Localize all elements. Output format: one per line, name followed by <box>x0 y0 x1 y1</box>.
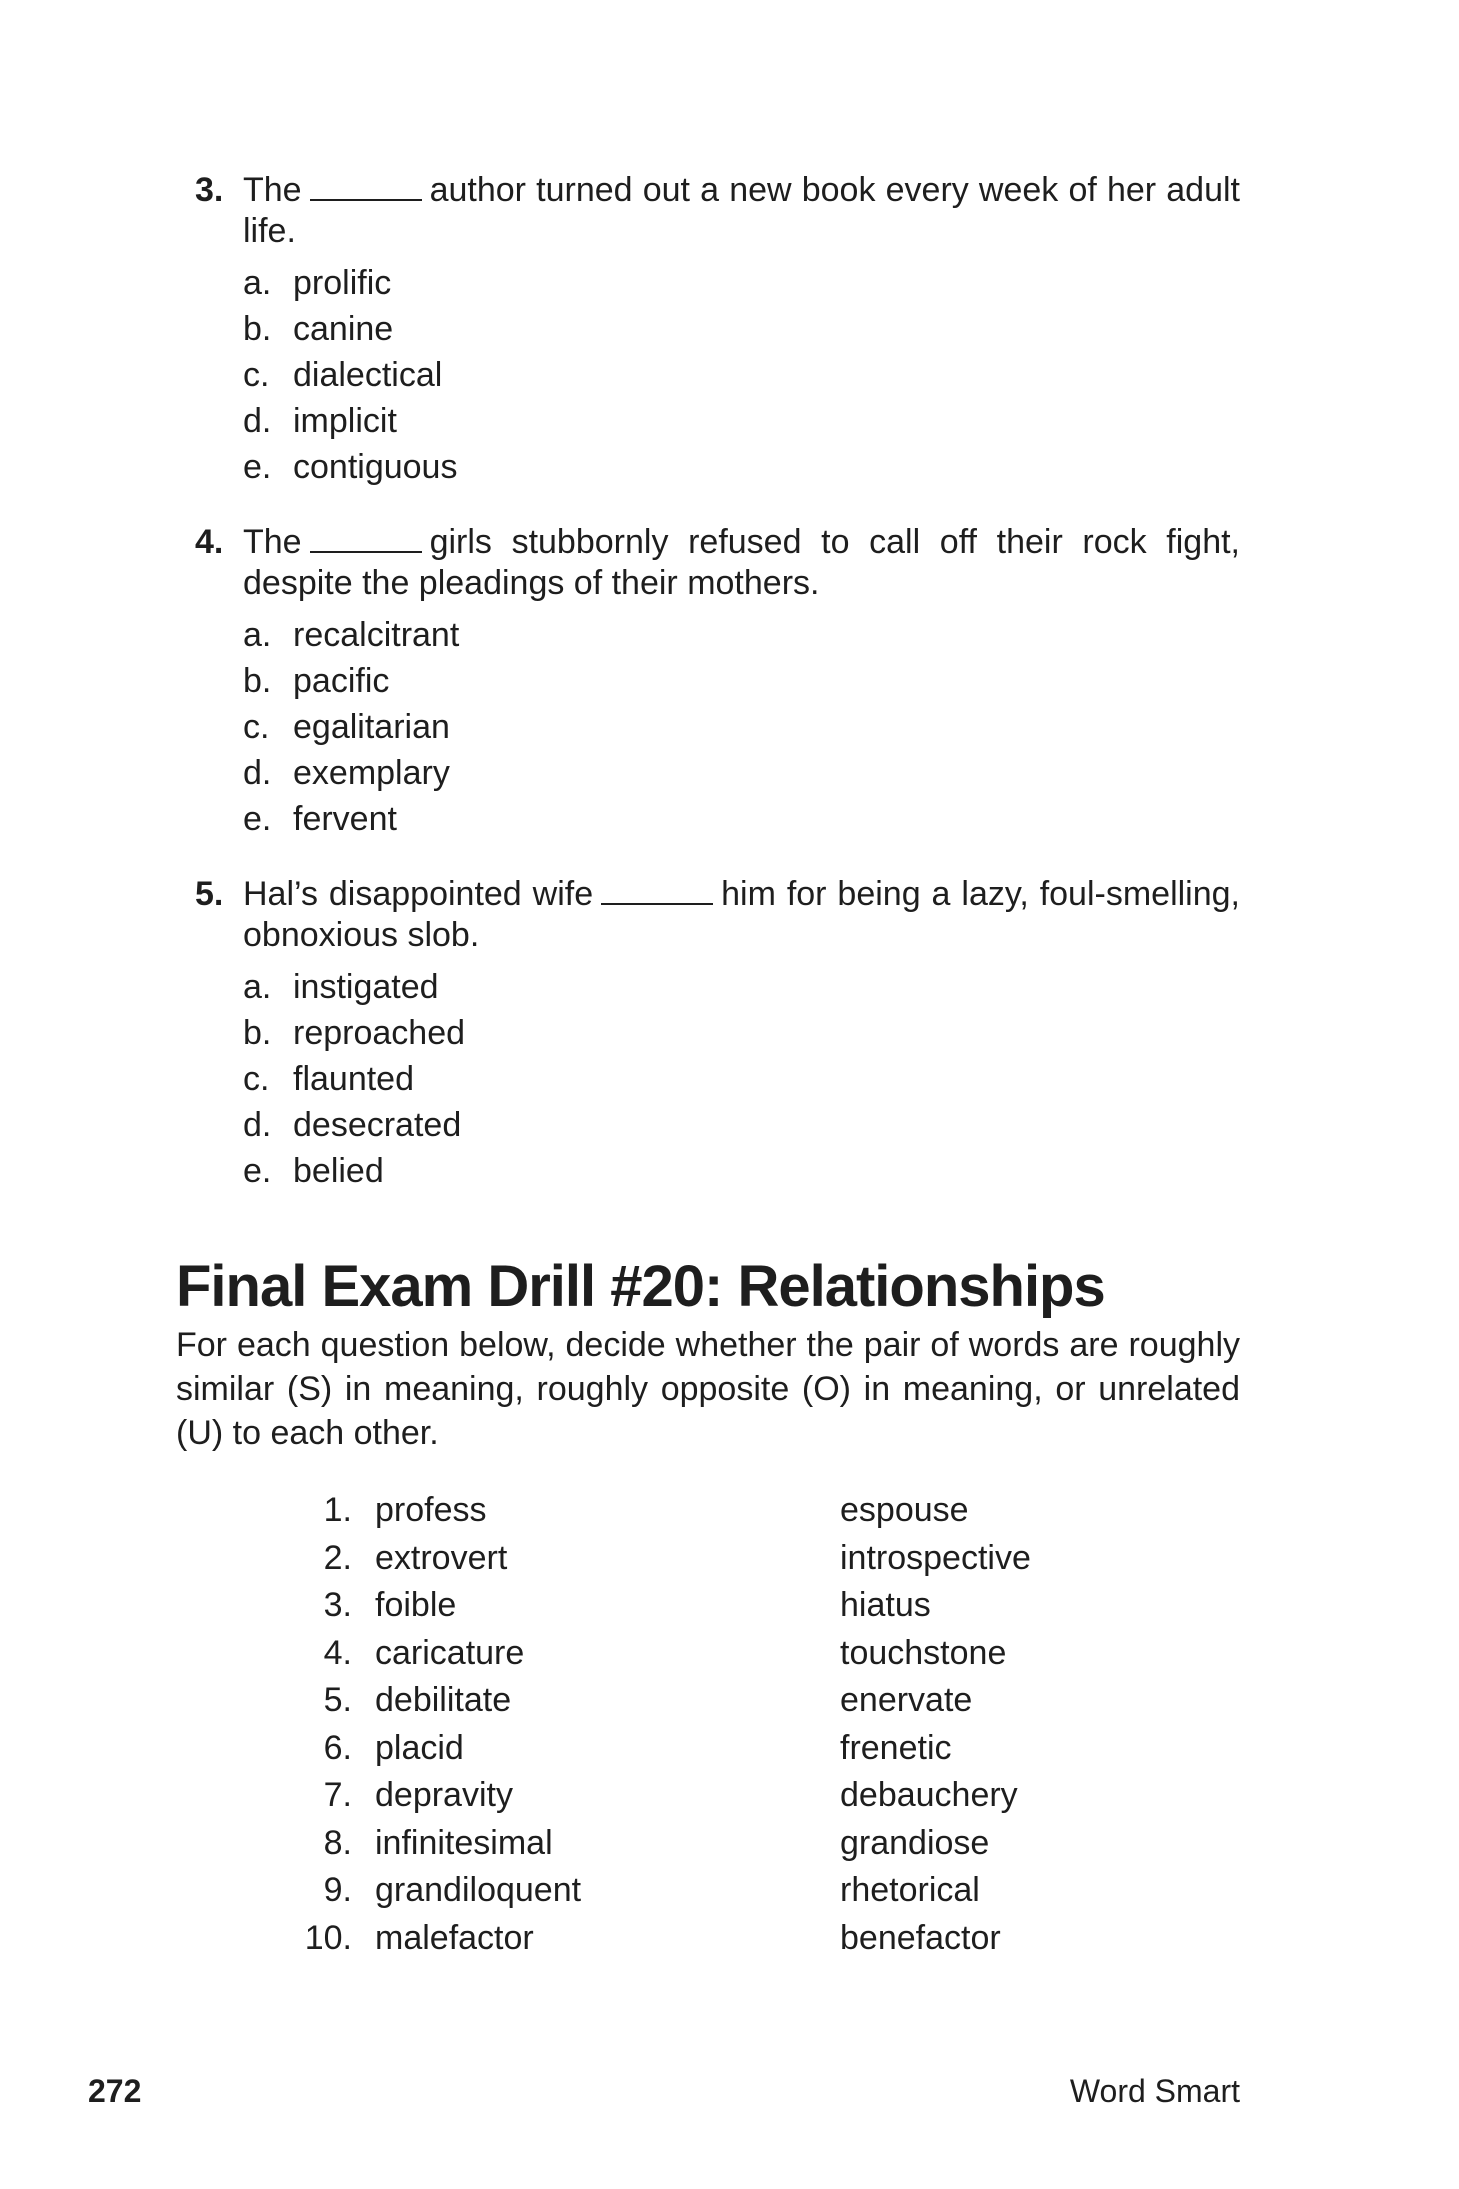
word-pair-row <box>280 1772 1080 1820</box>
option-text: pacific <box>293 662 390 700</box>
option-letter: d. <box>243 402 272 440</box>
section-instructions: For each question below, decide whether the pair of words are roughly similar (S) in meaning, roughly opposite (O) in meaning, or unrelated (U) to each other. <box>176 1326 1240 1452</box>
pair-word-2: rhetorical <box>840 1871 980 1909</box>
option-text: canine <box>293 310 394 348</box>
option-text: reproached <box>293 1014 466 1052</box>
option-letter: c. <box>243 708 270 746</box>
option-letter: d. <box>243 1106 272 1144</box>
pair-number: 9. <box>323 1871 352 1909</box>
pair-word-1: placid <box>375 1728 464 1767</box>
option-letter: d. <box>243 754 272 792</box>
pair-word-1: grandiloquent <box>375 1871 582 1909</box>
pair-word-2: grandiose <box>840 1823 990 1862</box>
pair-number: 2. <box>323 1538 352 1577</box>
option-letter: b. <box>243 662 272 700</box>
pair-word-1: foible <box>375 1586 457 1624</box>
option-item <box>243 612 1240 658</box>
answer-options <box>243 260 1240 490</box>
option-letter: c. <box>243 356 270 394</box>
option-text: exemplary <box>293 754 450 792</box>
word-pair-row <box>280 1867 1080 1915</box>
word-pair-row <box>280 1725 1080 1773</box>
option-text: recalcitrant <box>293 616 460 654</box>
option-item <box>243 658 1240 704</box>
option-item <box>243 260 1240 306</box>
option-text: instigated <box>293 968 439 1006</box>
word-pair-row <box>280 1535 1080 1583</box>
pair-number: 8. <box>323 1823 352 1862</box>
pair-word-2: hiatus <box>840 1586 931 1624</box>
question-stem: The author turned out a new book every week of her adult life. <box>243 171 1240 250</box>
question-number: 3. <box>195 171 224 209</box>
option-text: prolific <box>293 264 392 302</box>
pair-word-1: infinitesimal <box>375 1823 553 1862</box>
option-letter: e. <box>243 448 272 486</box>
option-item <box>243 306 1240 352</box>
option-item <box>243 1056 1240 1102</box>
pair-word-2: introspective <box>840 1538 1031 1577</box>
pair-number: 6. <box>323 1728 352 1767</box>
option-text: belied <box>293 1152 384 1190</box>
option-item <box>243 704 1240 750</box>
option-letter: e. <box>243 800 272 838</box>
word-pair-row <box>280 1820 1080 1868</box>
question-3 <box>195 170 1240 490</box>
option-letter: c. <box>243 1060 270 1098</box>
pair-word-2: espouse <box>840 1491 969 1529</box>
option-text: fervent <box>293 800 397 838</box>
word-pair-row <box>280 1487 1080 1535</box>
question-stem: The girls stubbornly refused to call off their rock fight, despite the pleadings of their mothers. <box>243 523 1240 602</box>
pair-word-1: debilitate <box>375 1681 512 1719</box>
option-text: contiguous <box>293 448 458 486</box>
answer-blank <box>310 175 422 201</box>
word-pair-row <box>280 1582 1080 1630</box>
question-number: 4. <box>195 523 224 561</box>
option-item <box>243 1148 1240 1194</box>
option-item <box>243 1010 1240 1056</box>
pair-number: 3. <box>323 1586 352 1624</box>
option-item <box>243 352 1240 398</box>
question-4 <box>195 522 1240 842</box>
section-heading: Final Exam Drill #20: Relationships <box>176 1254 1105 1319</box>
question-5 <box>195 874 1240 1194</box>
option-letter: a. <box>243 968 272 1006</box>
word-pair-list <box>280 1487 1080 1962</box>
option-item <box>243 796 1240 842</box>
option-text: flaunted <box>293 1060 414 1098</box>
pair-number: 4. <box>323 1633 352 1672</box>
option-item <box>243 1102 1240 1148</box>
option-letter: e. <box>243 1152 272 1190</box>
pair-number: 7. <box>323 1776 352 1814</box>
pair-number: 10. <box>304 1918 352 1957</box>
pair-number: 5. <box>323 1681 352 1719</box>
pair-word-1: profess <box>375 1491 487 1529</box>
page-number: 272 <box>88 2073 142 2109</box>
option-item <box>243 444 1240 490</box>
answer-blank <box>601 879 713 905</box>
option-item <box>243 750 1240 796</box>
option-text: dialectical <box>293 356 443 394</box>
option-letter: a. <box>243 616 272 654</box>
option-item <box>243 964 1240 1010</box>
word-pair-row <box>280 1915 1080 1963</box>
question-number: 5. <box>195 875 224 913</box>
option-text: implicit <box>293 402 397 440</box>
pair-word-1: depravity <box>375 1776 513 1814</box>
answer-options <box>243 964 1240 1194</box>
option-text: egalitarian <box>293 708 450 746</box>
answer-blank <box>310 527 422 553</box>
pair-number: 1. <box>323 1491 352 1529</box>
pair-word-2: touchstone <box>840 1633 1007 1672</box>
option-text: desecrated <box>293 1106 462 1144</box>
option-letter: a. <box>243 264 272 302</box>
question-stem: Hal’s disappointed wife him for being a lazy, foul-smelling, obnoxious slob. <box>243 875 1240 954</box>
running-footer-title: Word Smart <box>1069 2073 1240 2109</box>
pair-word-2: frenetic <box>840 1728 952 1767</box>
option-letter: b. <box>243 1014 272 1052</box>
option-letter: b. <box>243 310 272 348</box>
pair-word-2: debauchery <box>840 1776 1018 1814</box>
pair-word-1: extrovert <box>375 1538 508 1577</box>
word-pair-row <box>280 1630 1080 1678</box>
answer-options <box>243 612 1240 842</box>
pair-word-1: malefactor <box>375 1918 534 1957</box>
pair-word-1: caricature <box>375 1633 525 1672</box>
pair-word-2: benefactor <box>840 1918 1001 1957</box>
word-pair-row <box>280 1677 1080 1725</box>
pair-word-2: enervate <box>840 1681 973 1719</box>
option-item <box>243 398 1240 444</box>
